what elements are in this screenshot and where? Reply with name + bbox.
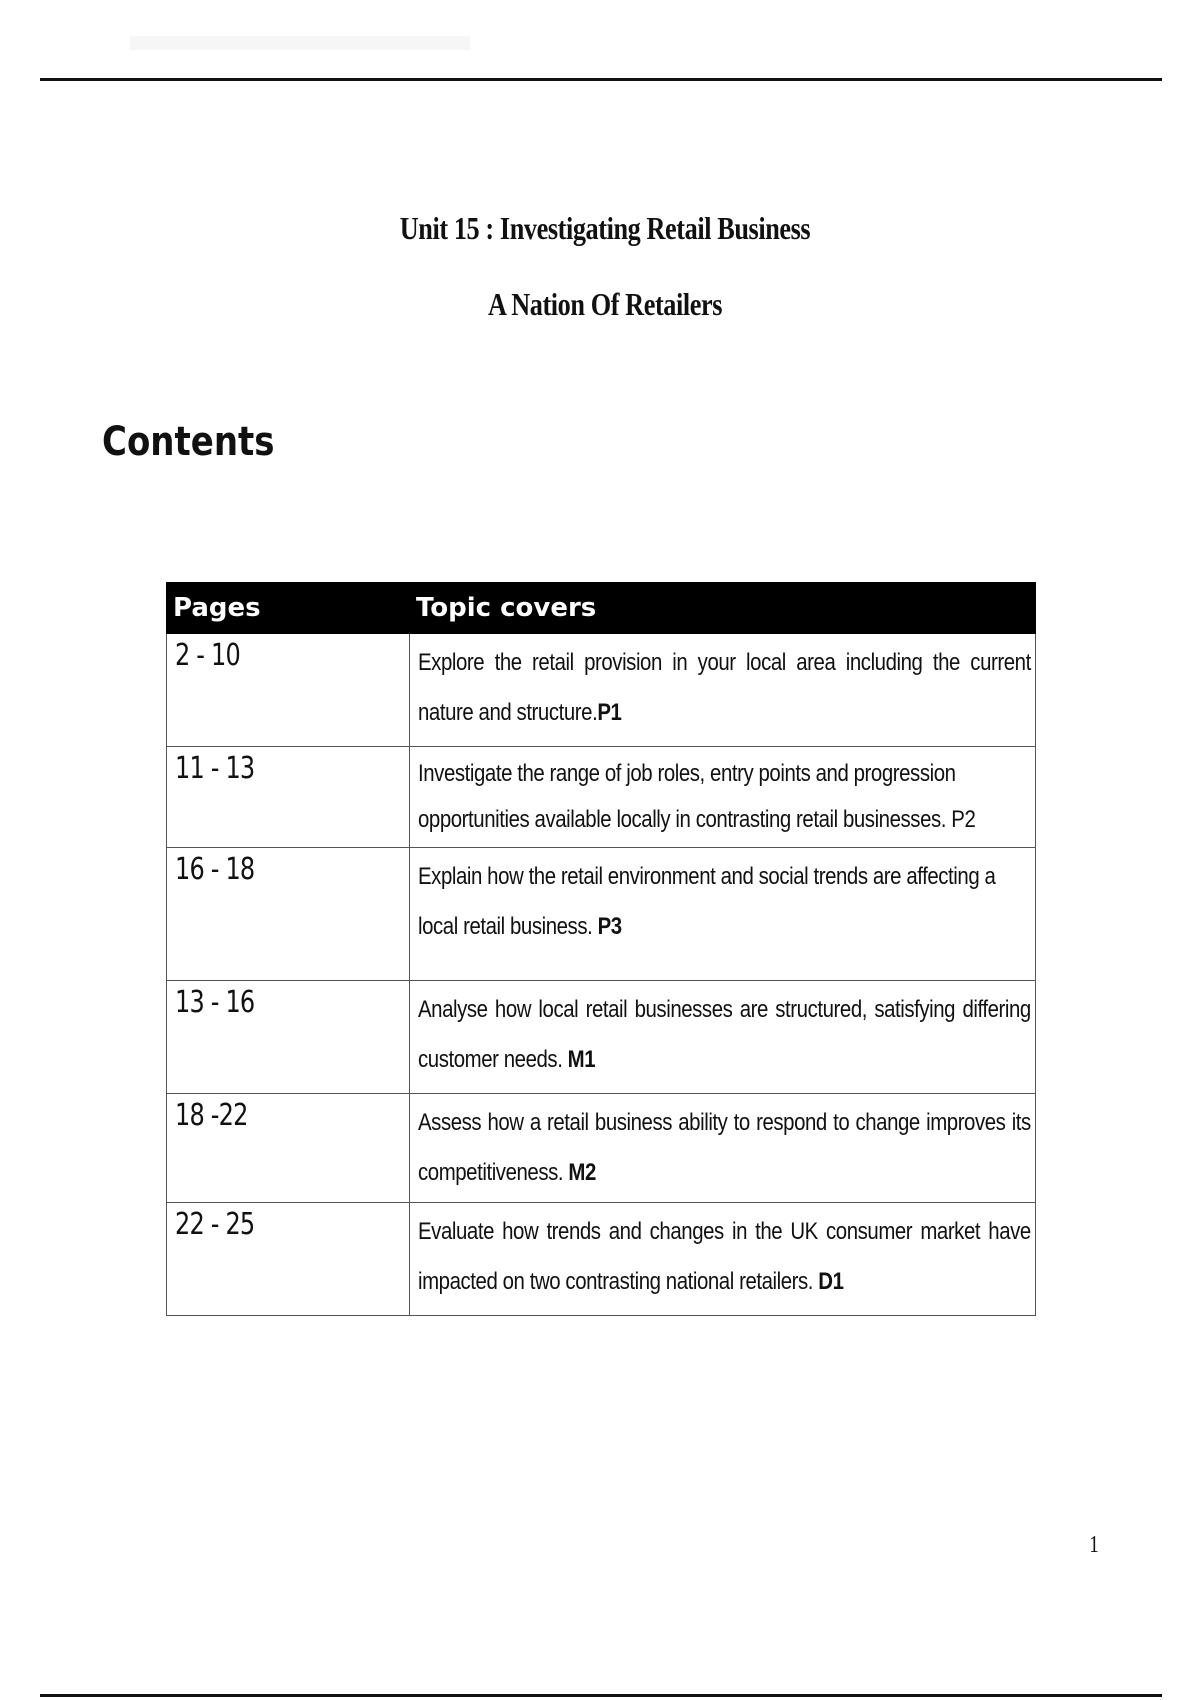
contents-table	[166, 582, 1036, 1316]
pages-cell: 2 - 10	[167, 634, 410, 747]
top-rule	[40, 78, 1162, 81]
page-number: 1	[1089, 1532, 1099, 1558]
table-row	[167, 747, 1036, 848]
criterion-label: P1	[597, 699, 622, 726]
title-block	[0, 210, 1200, 322]
header-topic: Topic covers	[410, 583, 1036, 634]
topic-cell: Assess how a retail business ability to respond to change improves its competitiveness. M2	[410, 1094, 1036, 1203]
pages-cell: 13 - 16	[167, 981, 410, 1094]
table-row	[167, 1203, 1036, 1316]
topic-cell: Explain how the retail environment and social trends are affecting a local retail business. P3	[410, 848, 1036, 981]
pages-cell: 16 - 18	[167, 848, 410, 981]
criterion-label: M2	[568, 1159, 596, 1186]
table-row	[167, 848, 1036, 981]
subtitle: A Nation Of Retailers	[487, 286, 723, 322]
criterion-label: P3	[597, 913, 622, 940]
topic-cell: Evaluate how trends and changes in the UK consumer market have impacted on two contrasting national retailers. D1	[410, 1203, 1036, 1316]
topic-cell: Explore the retail provision in your local area including the current nature and structure.P1	[410, 634, 1036, 747]
unit-title: Unit 15 : Investigating Retail Business	[399, 210, 811, 246]
header-pages: Pages	[167, 583, 410, 634]
table-row	[167, 1094, 1036, 1203]
topic-cell: Analyse how local retail businesses are structured, satisfying differing customer needs. M1	[410, 981, 1036, 1094]
header-faint-text	[130, 36, 470, 50]
criterion-label: P2	[951, 806, 976, 833]
bottom-rule	[40, 1694, 1162, 1697]
criterion-label: D1	[818, 1268, 844, 1295]
pages-cell: 11 - 13	[167, 747, 410, 848]
table-header-row	[167, 583, 1036, 634]
topic-cell: Investigate the range of job roles, entry points and progression opportunities available locally in contrasting retail businesses. P2	[410, 747, 1036, 848]
criterion-label: M1	[567, 1046, 596, 1073]
pages-cell: 22 - 25	[167, 1203, 410, 1316]
table-row	[167, 634, 1036, 747]
table-row	[167, 981, 1036, 1094]
pages-cell: 18 -22	[167, 1094, 410, 1203]
contents-heading: Contents	[102, 419, 275, 465]
